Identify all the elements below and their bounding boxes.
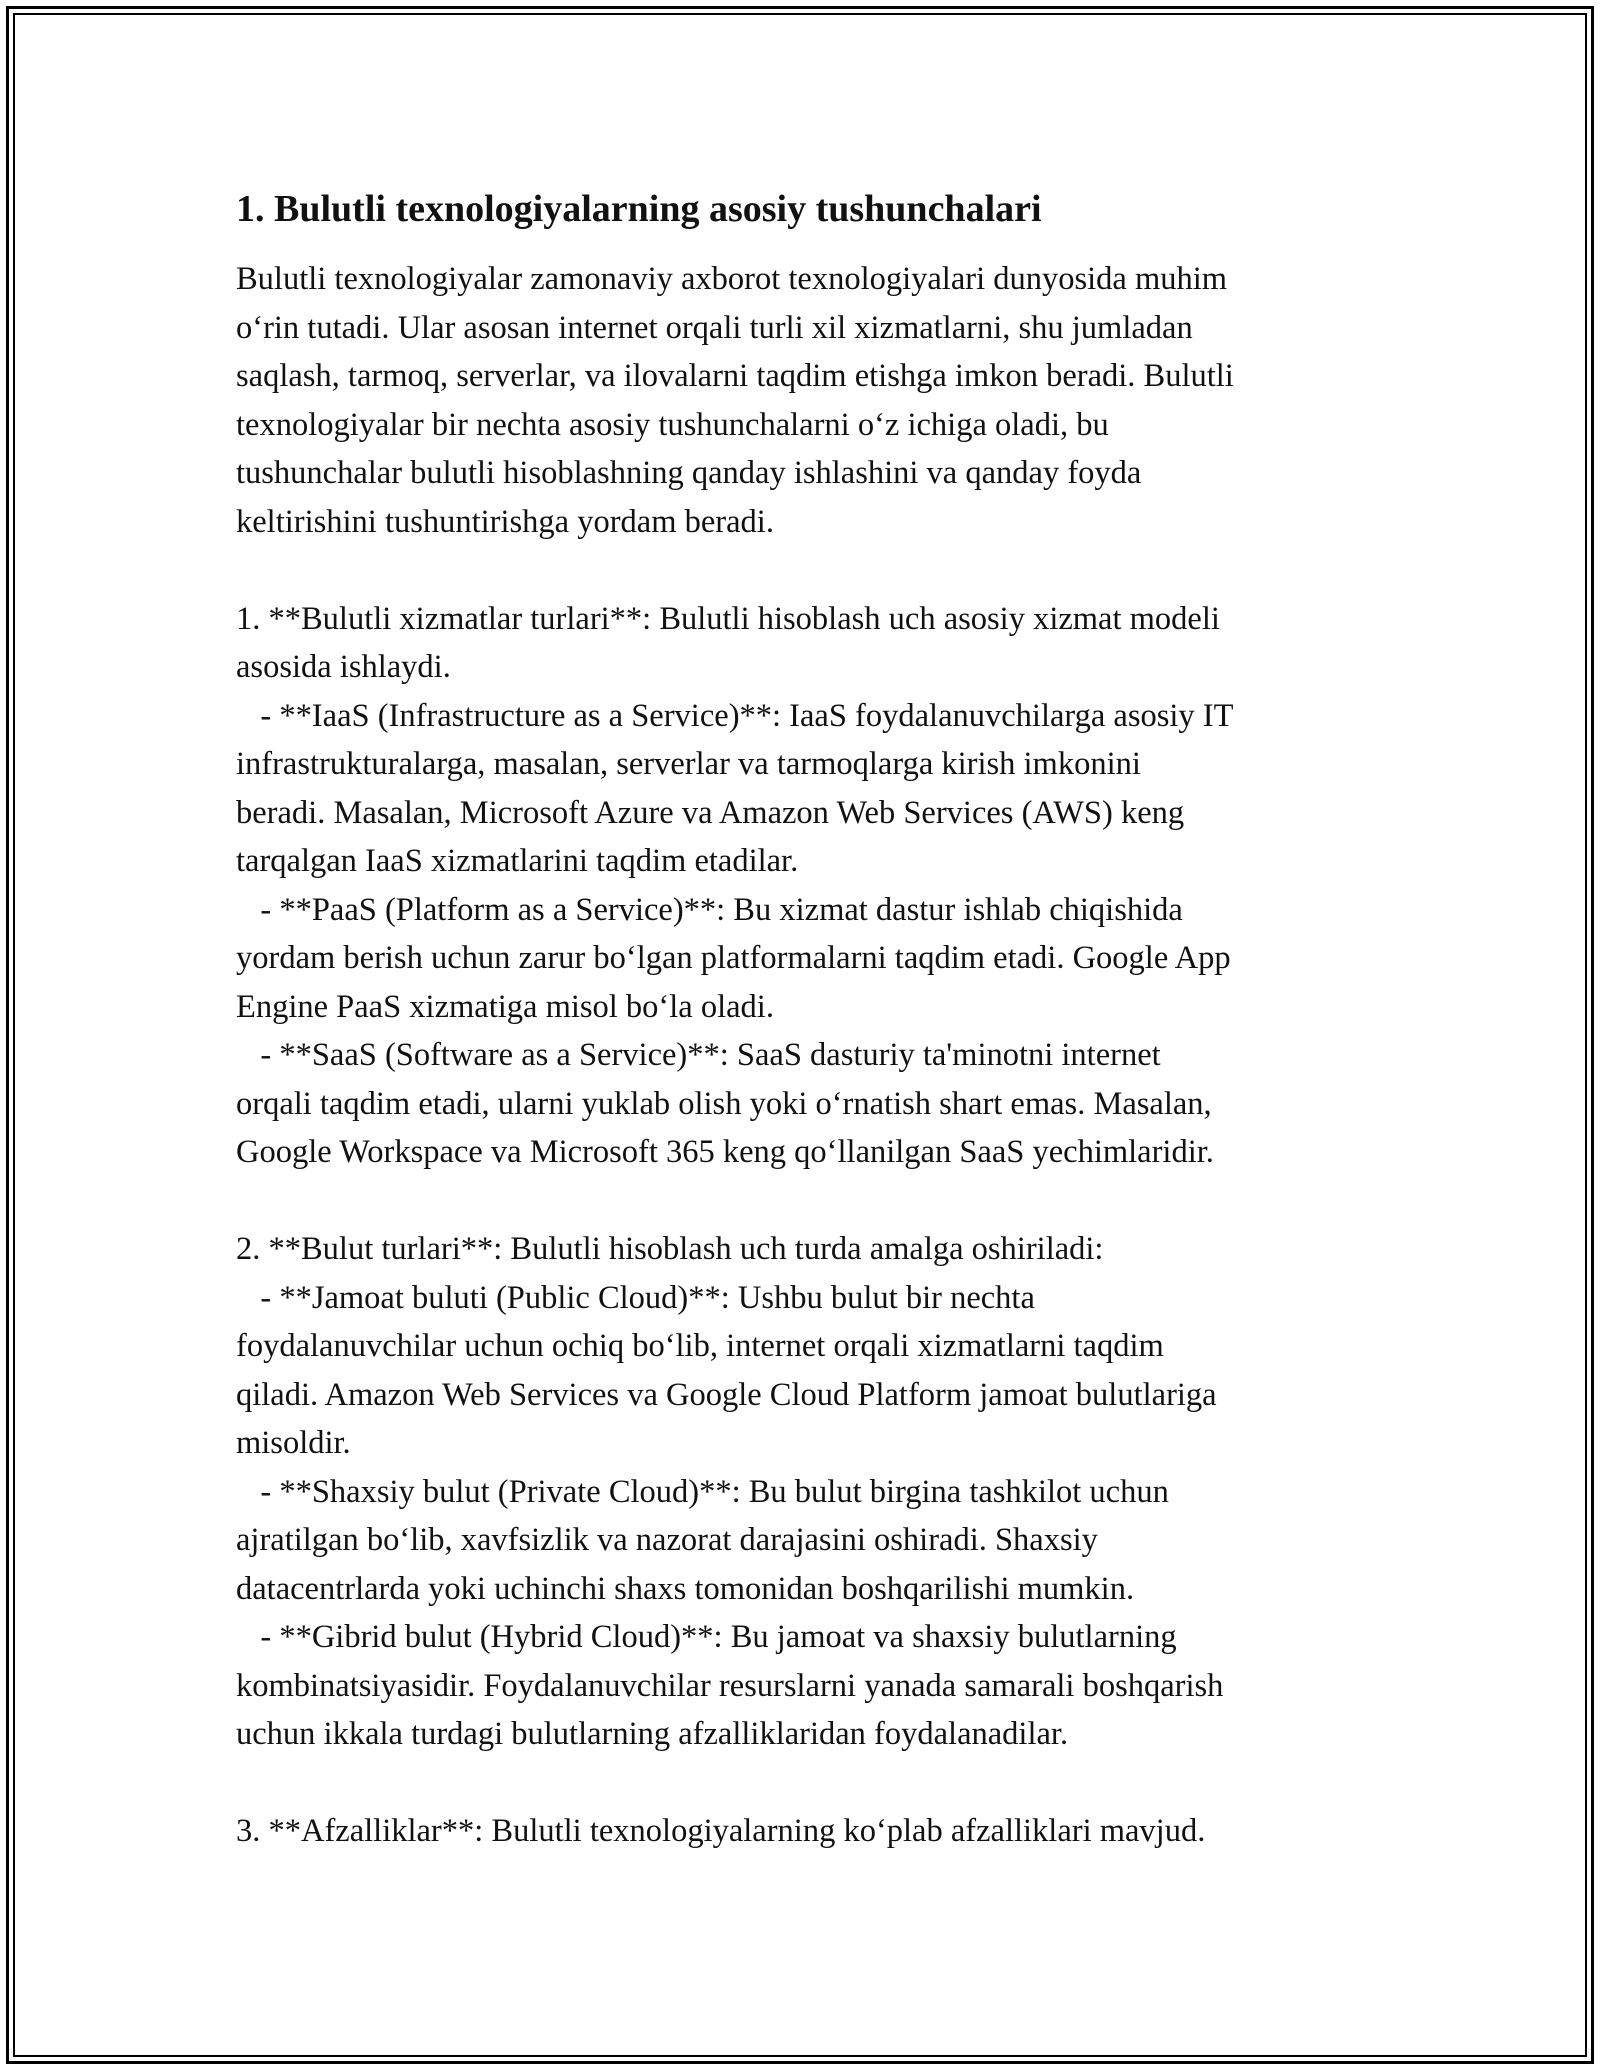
text-block (236, 255, 1396, 1856)
text-line: 3. **Afzalliklar**: Bulutli texnologiyalarning ko‘plab afzalliklari mavjud. (236, 1813, 1206, 1849)
text-line: beradi. Masalan, Microsoft Azure va Amazon Web Services (AWS) keng (236, 794, 1185, 831)
text-line: texnologiyalar bir nechta asosiy tushunchalarni o‘z ichiga oladi, bu (236, 406, 1109, 443)
text-line: - **Gibrid bulut (Hybrid Cloud)**: Bu jamoat va shaxsiy bulutlarning (236, 1619, 1177, 1655)
text-line: yordam berish uchun zarur bo‘lgan platformalarni taqdim etadi. Google App (236, 940, 1231, 976)
text-line: infrastrukturalarga, masalan, serverlar va tarmoqlarga kirish imkonini (236, 746, 1141, 782)
document-body (236, 185, 1396, 1856)
text-line: Engine PaaS xizmatiga misol bo‘la oladi. (236, 988, 774, 1025)
text-line: - **Shaxsiy bulut (Private Cloud)**: Bu bulut birgina tashkilot uchun (236, 1473, 1169, 1510)
text-line: tushunchalar bulutli hisoblashning qanday ishlashini va qanday foyda (236, 455, 1142, 491)
text-line: orqali taqdim etadi, ularni yuklab olish yoki o‘rnatish shart emas. Masalan, (236, 1085, 1212, 1122)
text-line: Google Workspace va Microsoft 365 keng qo‘llanilgan SaaS yechimlaridir. (236, 1134, 1214, 1170)
text-line: foydalanuvchilar uchun ochiq bo‘lib, internet orqali xizmatlarni taqdim (236, 1328, 1164, 1364)
section-heading: 1. Bulutli texnologiyalarning asosiy tushunchalari (236, 188, 1042, 230)
text-line: Bulutli texnologiyalar zamonaviy axborot texnologiyalari dunyosida muhim (236, 261, 1228, 297)
text-line: kombinatsiyasidir. Foydalanuvchilar resurslarni yanada samarali boshqarish (236, 1667, 1224, 1704)
text-line: saqlash, tarmoq, serverlar, va ilovalarni taqdim etishga imkon beradi. Bulutli (236, 358, 1234, 394)
text-line: misoldir. (236, 1425, 351, 1461)
text-line: o‘rin tutadi. Ular asosan internet orqali turli xil xizmatlarni, shu jumladan (236, 309, 1193, 346)
text-line: keltirishini tushuntirishga yordam beradi. (236, 503, 774, 540)
text-line: tarqalgan IaaS xizmatlarini taqdim etadilar. (236, 843, 799, 879)
text-line: 2. **Bulut turlari**: Bulutli hisoblash uch turda amalga oshiriladi: (236, 1231, 1104, 1267)
text-line: asosida ishlaydi. (236, 649, 451, 685)
text-line: - **SaaS (Software as a Service)**: SaaS dasturiy ta'minotni internet (236, 1037, 1161, 1073)
blank-line (236, 1177, 1396, 1226)
text-line: - **IaaS (Infrastructure as a Service)**: IaaS foydalanuvchilarga asosiy IT (236, 697, 1234, 734)
text-line: datacentrlarda yoki uchinchi shaxs tomonidan boshqarilishi mumkin. (236, 1570, 1135, 1607)
blank-line (236, 546, 1396, 595)
blank-line (236, 1759, 1396, 1808)
text-line: - **Jamoat buluti (Public Cloud)**: Ushbu bulut bir nechta (236, 1279, 1035, 1316)
text-line: - **PaaS (Platform as a Service)**: Bu xizmat dastur ishlab chiqishida (236, 891, 1183, 928)
text-line: 1. **Bulutli xizmatlar turlari**: Bulutli hisoblash uch asosiy xizmat modeli (236, 600, 1220, 637)
text-line: ajratilgan bo‘lib, xavfsizlik va nazorat darajasini oshiradi. Shaxsiy (236, 1522, 1098, 1558)
text-line: qiladi. Amazon Web Services va Google Cloud Platform jamoat bulutlariga (236, 1376, 1217, 1413)
text-line: uchun ikkala turdagi bulutlarning afzalliklaridan foydalanadilar. (236, 1716, 1069, 1752)
